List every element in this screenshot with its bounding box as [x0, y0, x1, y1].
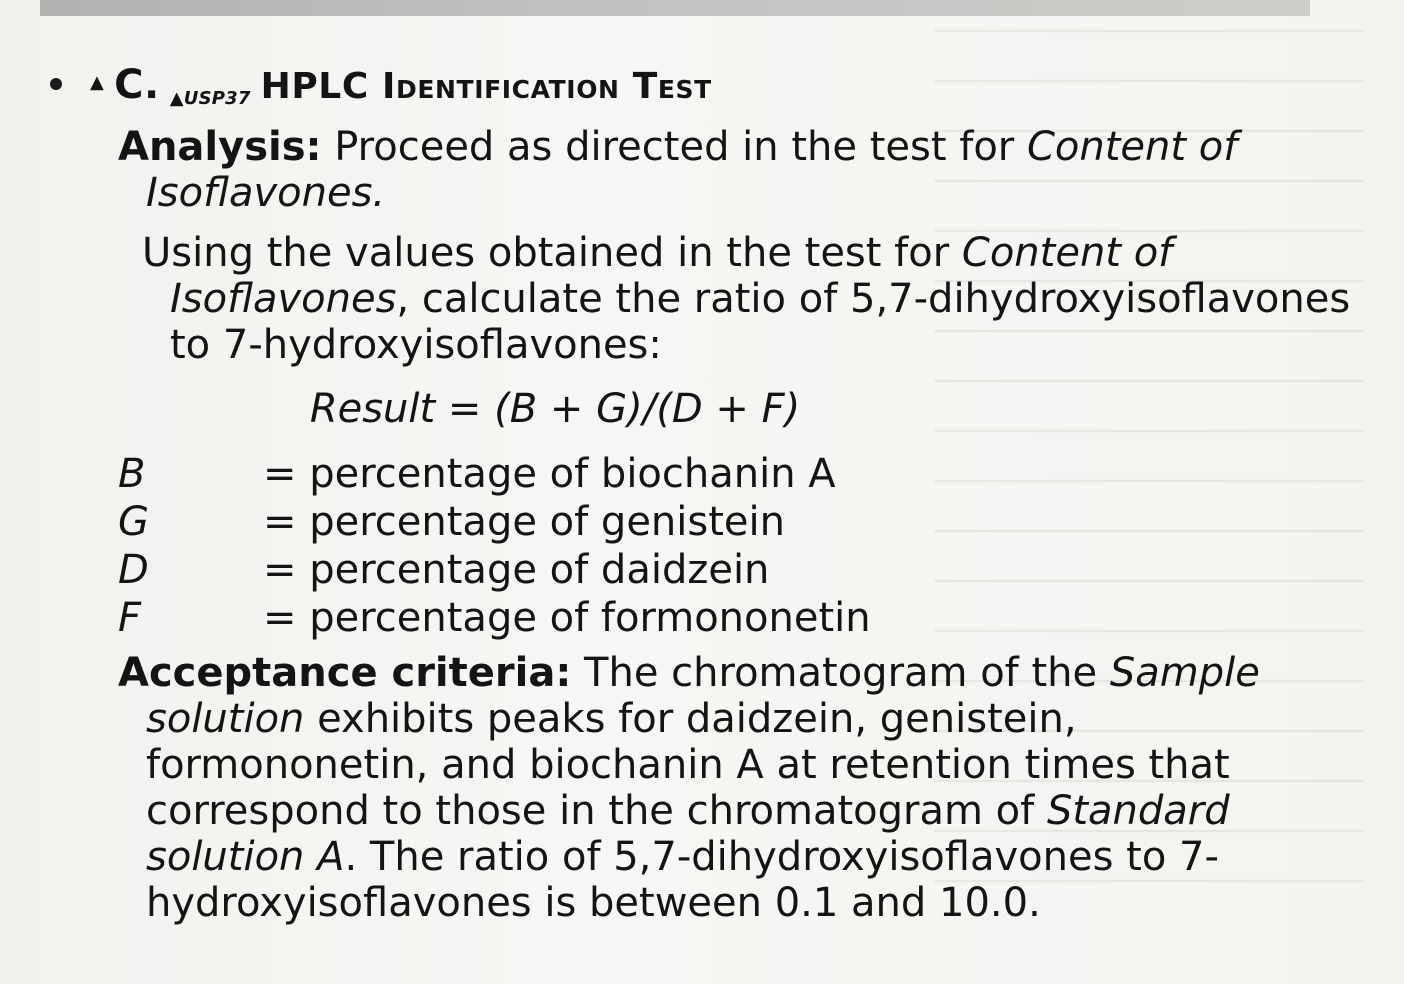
acceptance-italic-standard: Standard solution A — [146, 788, 1230, 880]
definition-row — [118, 546, 1370, 594]
using-text-last: to 7-hydroxyisoflavones: — [170, 322, 662, 368]
revision-triangle-icon: ▲ — [90, 72, 105, 93]
section-title: HPLC Identification Test — [260, 66, 712, 107]
using-text-prefix: Using the values obtained in the test for — [142, 230, 962, 276]
section-letter: C. — [114, 62, 160, 108]
acceptance-italic-sample: Sample solution — [146, 650, 1260, 742]
definition-symbol: G — [118, 499, 149, 545]
definition-text: = percentage of daidzein — [263, 547, 770, 593]
acceptance-text-line4: . The ratio of 5,7-dihydroxyisoflavones to — [344, 834, 1167, 880]
definition-text: = percentage of biochanin A — [263, 451, 836, 497]
definition-row — [118, 594, 1370, 642]
definition-text: = percentage of formononetin — [263, 595, 871, 641]
analysis-label: Analysis: — [118, 124, 322, 170]
bullet-icon — [50, 78, 62, 90]
acceptance-text-mid: exhibits peaks for daidzein, genistein, — [304, 696, 1077, 742]
analysis-text-prefix: Proceed as directed in the test for — [334, 124, 1027, 170]
acceptance-text-line2: formononetin, and biochanin A at retention times that — [146, 742, 1230, 788]
acceptance-text-line5: 7-hydroxyisoflavones is between 0.1 and 10.0. — [146, 834, 1219, 926]
acceptance-text-line3-prefix: correspond to those in the chromatogram of — [146, 788, 1047, 834]
definition-symbol: F — [118, 595, 142, 641]
definition-text: = percentage of genistein — [263, 499, 785, 545]
using-values-paragraph — [142, 230, 1370, 368]
document-content — [50, 62, 1370, 926]
definition-row — [118, 450, 1370, 498]
analysis-text-italic: Content of Isoflavones. — [146, 124, 1238, 216]
using-text-rest: , calculate the ratio of 5,7-dihydroxyisoflavones — [396, 276, 1351, 322]
result-formula — [50, 386, 1060, 432]
definition-row — [118, 498, 1370, 546]
using-text-italic: Content of Isoflavones — [170, 230, 1173, 322]
acceptance-criteria-paragraph — [118, 650, 1370, 926]
analysis-paragraph — [118, 124, 1370, 216]
definition-symbol: D — [118, 547, 149, 593]
acceptance-text-prefix: The chromatogram of the — [584, 650, 1110, 696]
variable-definitions — [118, 450, 1370, 642]
formula-text: Result = (B + G)/(D + F) — [309, 386, 801, 432]
acceptance-label: Acceptance criteria: — [118, 650, 572, 696]
usp-revision-mark: ▲USP37 — [169, 88, 251, 109]
definition-symbol: B — [118, 451, 146, 497]
section-heading — [50, 62, 1370, 110]
scan-top-strip — [40, 0, 1310, 16]
